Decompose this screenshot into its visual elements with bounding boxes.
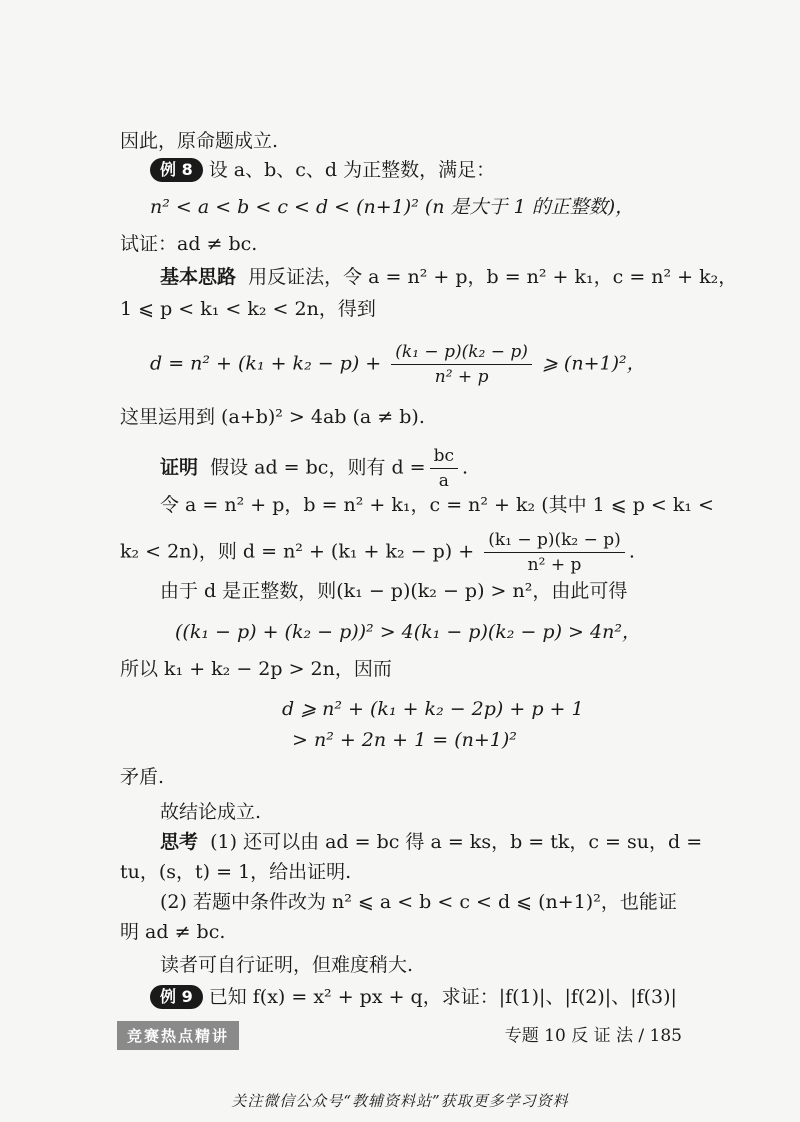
math-display (150, 340, 722, 389)
text-line (160, 797, 732, 827)
example-badge: 例 9 (150, 985, 203, 1009)
text-line (160, 490, 732, 520)
fraction-denominator: n² + p (527, 555, 582, 575)
line-text: 明 ad ≠ bc. (120, 921, 226, 943)
text-line (160, 950, 732, 980)
example-8-heading (150, 155, 722, 185)
text-line (120, 654, 692, 684)
line-text: ((k₁ − p) + (k₂ − p))² > 4(k₁ − p)(k₂ − p) > 4n²， (175, 621, 641, 643)
line-text: (2) 若题中条件改为 n² ⩽ a < b < c < d ⩽ (n+1)²，也能证 (160, 891, 677, 913)
text-line (160, 887, 732, 917)
text-line (160, 576, 732, 606)
fraction-denominator: a (438, 471, 449, 491)
line-text: 因此，原命题成立. (120, 130, 279, 152)
line-text: (1) 还可以由 ad = bc 得 a = ks，b = tk，c = su，d = (210, 831, 703, 853)
line-text: n² < a < b < c < d < (n+1)² (n 是大于 1 的正整数)， (150, 196, 635, 218)
line-text: 故结论成立. (160, 801, 262, 823)
line-text: tu，(s，t) = 1，给出证明. (120, 861, 352, 883)
math-text: d = n² + (k₁ + k₂ − p) + (150, 352, 382, 375)
line-text: 由于 d 是正整数，则(k₁ − p)(k₂ − p) > n²，由此可得 (160, 580, 628, 602)
proof-line: 证明 假设 ad = bc，则有 d = $\frac{bc}{a}$ . (160, 446, 469, 491)
basic-idea-line (160, 262, 738, 292)
line-text: d ⩾ n² + (k₁ + k₂ − 2p) + p + 1 (282, 698, 584, 720)
footer-page-info: 专题 10 反 证 法 / 185 (504, 1026, 682, 1046)
think-line (160, 827, 732, 857)
text-line (120, 294, 692, 324)
line-text: 已知 f(x) = x² + px + q，求证：|f(1)|、|f(2)|、|f(3)| (208, 986, 677, 1008)
line-text: 试证：ad ≠ bc. (120, 233, 258, 255)
math-line (175, 617, 747, 647)
math-line (282, 694, 800, 724)
section-label: 基本思路 (160, 266, 237, 288)
math-line (292, 725, 800, 755)
line-text: 读者可自行证明，但难度稍大. (160, 954, 414, 976)
fraction (484, 528, 625, 577)
footer-section-tag: 竞赛热点精讲 (117, 1021, 239, 1050)
line-text: 用反证法，令 a = n² + p，b = n² + k₁，c = n² + k₂， (248, 266, 738, 288)
line-text: 矛盾. (120, 766, 165, 788)
section-label: 思考 (160, 831, 199, 853)
math-line (150, 192, 722, 222)
text-line (120, 917, 692, 947)
line-text: 所以 k₁ + k₂ − 2p > 2n，因而 (120, 658, 392, 680)
line-text: 令 a = n² + p，b = n² + k₁，c = n² + k₂ (其中 1 ⩽ p < k₁ < (160, 494, 714, 516)
line-text: 这里运用到 (a+b)² > 4ab (a ≠ b). (120, 406, 425, 428)
line-text: 假设 ad = bc，则有 d = (210, 456, 426, 479)
fraction-numerator: (k₁ − p)(k₂ − p) (391, 340, 532, 365)
example-badge: 例 8 (150, 158, 203, 182)
fraction (391, 340, 532, 389)
fraction-denominator: n² + p (434, 367, 489, 387)
text-line (120, 402, 692, 432)
example-9-heading (150, 982, 722, 1012)
line-text: 1 ⩽ p < k₁ < k₂ < 2n，得到 (120, 298, 376, 320)
text-line (120, 857, 692, 887)
text-line (120, 229, 692, 259)
line-text: > n² + 2n + 1 = (n+1)² (292, 729, 517, 751)
fraction-numerator: bc (430, 444, 458, 469)
line-text: 设 a、b、c、d 为正整数，满足： (208, 159, 496, 181)
fraction-numerator: (k₁ − p)(k₂ − p) (484, 528, 625, 553)
text-line (120, 126, 692, 156)
math-line: k₂ < 2n)，则 d = n² + (k₁ + k₂ − p) + $\frac{\text{(k₁ − p)(k₂ − p)}}{\text{n² + p}}$ . (120, 530, 635, 575)
math-text: ⩾ (n+1)²， (541, 352, 646, 375)
fraction (430, 444, 458, 493)
line-text: k₂ < 2n)，则 d = n² + (k₁ + k₂ − p) + (120, 540, 475, 563)
text-line (120, 762, 692, 792)
watermark-note: 关注微信公众号“教辅资料站”获取更多学习资料 (231, 1092, 569, 1110)
section-label: 证明 (160, 456, 199, 479)
